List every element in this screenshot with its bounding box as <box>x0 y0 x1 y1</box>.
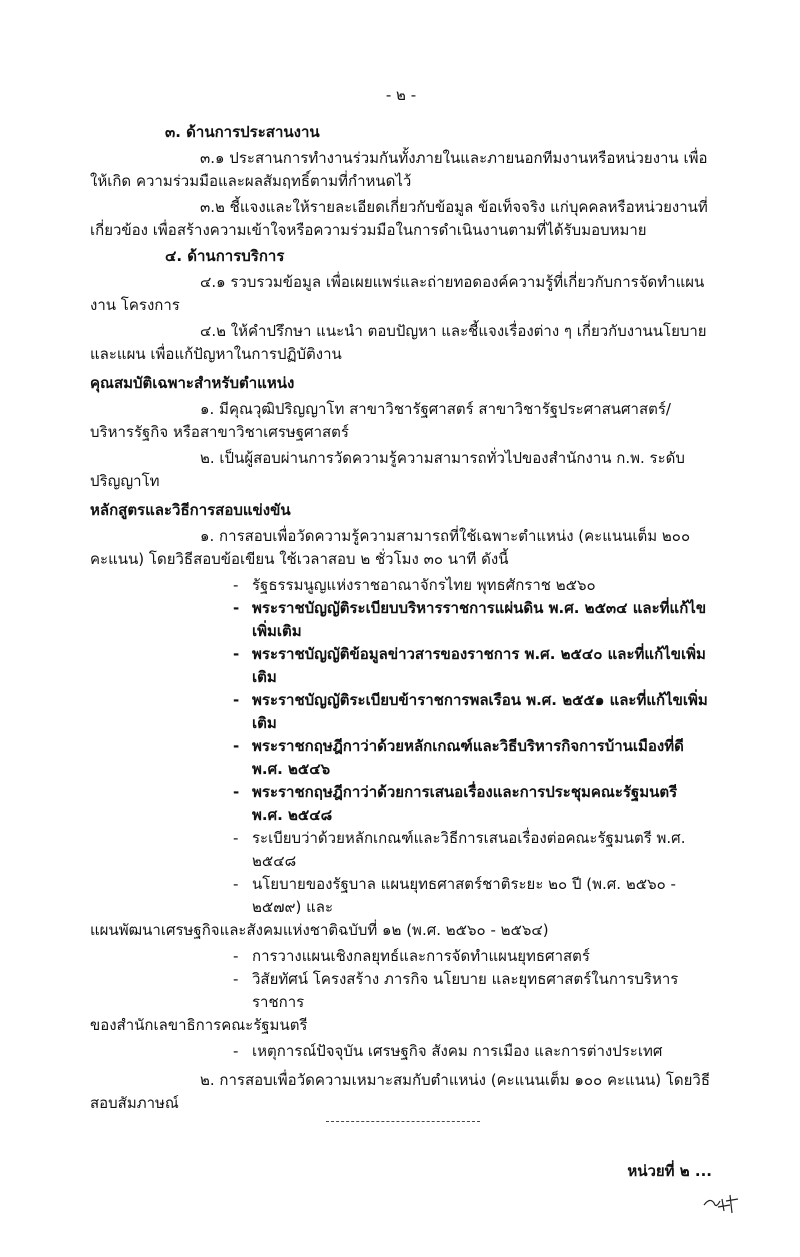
exam-part1-line2: โดยวิธีสอบข้อเขียน ใช้เวลาสอบ ๒ ชั่วโมง ๓๐ นาที ดังนี้ <box>148 550 509 568</box>
topic-text: พระราชกฤษฎีกาว่าด้วยหลักเกณฑ์และวิธีบริหารกิจการบ้านเมืองที่ดี พ.ศ. ๒๕๔๖ <box>252 737 684 778</box>
section-3-2-line1: ๓.๒ ชี้แจงและให้รายละเอียดเกี่ยวกับข้อมูล ข้อเท็จจริง แก่บุคคลหรือหน่วยงานที่เกี่ยวข้อง <box>90 198 708 239</box>
section-divider <box>326 1121 480 1122</box>
topic-item <box>90 1040 712 1063</box>
topic-item <box>90 781 712 827</box>
topic-text: พระราชบัญญัติระเบียบข้าราชการพลเรือน พ.ศ. ๒๕๕๑ และที่แก้ไขเพิ่มเติม <box>252 691 708 732</box>
bullet-dash: - <box>233 645 240 663</box>
bullet-dash: - <box>233 783 240 801</box>
topic-item <box>90 827 712 873</box>
qualification-2: ๒. เป็นผู้สอบผ่านการวัดความรู้ความสามารถทั่วไปของสำนักงาน ก.พ. ระดับปริญญาโท <box>90 449 685 490</box>
topic-text: พระราชบัญญัติข้อมูลข่าวสารของราชการ พ.ศ. ๒๕๔๐ และที่แก้ไขเพิ่มเติม <box>252 645 706 686</box>
topic-item <box>90 574 712 597</box>
topic-text: รัฐธรรมนูญแห่งราชอาณาจักรไทย พุทธศักราช ๒๕๖๐ <box>252 576 596 594</box>
topic-item <box>90 968 712 1014</box>
topic-item <box>90 735 712 781</box>
signature-initials-icon <box>700 1187 740 1217</box>
section-3-2 <box>90 196 712 242</box>
bullet-dash: - <box>233 691 240 709</box>
section-4-2-line2: เพื่อแก้ปัญหาในการปฏิบัติงาน <box>150 345 342 363</box>
section-3-1-line2: ความร่วมมือและผลสัมฤทธิ์ตามที่กำหนดไว้ <box>135 172 412 190</box>
bullet-dash: - <box>233 599 240 617</box>
bullet-dash: - <box>233 737 240 755</box>
qualification-1 <box>90 398 712 444</box>
section-3-2-line2: เพื่อสร้างความเข้าใจหรือความร่วมมือในการดำเนินงานตามที่ได้รับมอบหมาย <box>152 221 647 239</box>
bullet-dash: - <box>233 829 239 847</box>
bullet-dash: - <box>233 1042 239 1060</box>
bullet-dash: - <box>233 576 239 594</box>
qualification-1-line2: หรือสาขาวิชาเศรษฐศาสตร์ <box>172 423 349 441</box>
section-4-2-line1: ๔.๒ ให้คำปรึกษา แนะนำ ตอบปัญหา และชี้แจงเรื่องต่าง ๆ เกี่ยวกับงานนโยบายและแผน <box>90 322 707 363</box>
topic-text: นโยบายของรัฐบาล แผนยุทธศาสตร์ชาติระยะ ๒๐ ปี (พ.ศ. ๒๕๖๐ - ๒๕๗๙) และ <box>252 875 676 916</box>
topic-text: พระราชบัญญัติระเบียบบริหารราชการแผ่นดิน พ.ศ. ๒๕๓๔ และที่แก้ไขเพิ่มเติม <box>252 599 707 640</box>
exam-part1 <box>90 525 712 571</box>
topic-item <box>90 945 712 968</box>
exam-part1-line1: ๑. การสอบเพื่อวัดความรู้ความสามารถที่ใช้เฉพาะตำแหน่ง (คะแนนเต็ม ๒๐๐ คะแนน) <box>90 527 691 568</box>
exam-part2: ๒. การสอบเพื่อวัดความเหมาะสมกับตำแหน่ง (คะแนนเต็ม ๑๐๐ คะแนน) โดยวิธีสอบสัมภาษณ์ <box>90 1071 711 1112</box>
exam-heading: หลักสูตรและวิธีการสอบแข่งขัน <box>90 501 291 519</box>
section-3-1-line1: ๓.๑ ประสานการทำงานร่วมกันทั้งภายในและภายนอกทีมงานหรือหน่วยงาน เพื่อให้เกิด <box>90 149 708 190</box>
section-4-1-line1: ๔.๑ รวบรวมข้อมูล เพื่อเผยแพร่และถ่ายทอดองค์ความรู้ที่เกี่ยวกับการจัดทำแผนงาน <box>90 273 705 314</box>
section-3-1 <box>90 147 712 193</box>
continuation-note: หน่วยที่ ๒ ... <box>627 1162 712 1180</box>
qualifications-heading: คุณสมบัติเฉพาะสำหรับตำแหน่ง <box>90 374 295 392</box>
qualification-1-line1: ๑. มีคุณวุฒิปริญญาโท สาขาวิชารัฐศาสตร์ สาขาวิชารัฐประศาสนศาสตร์/บริหารรัฐกิจ <box>90 400 671 441</box>
topic-item <box>90 643 712 689</box>
topic-text: พระราชกฤษฎีกาว่าด้วยการเสนอเรื่องและการประชุมคณะรัฐมนตรี พ.ศ. ๒๕๔๘ <box>252 783 678 824</box>
topic-8-continuation: แผนพัฒนาเศรษฐกิจและสังคมแห่งชาติฉบับที่ ๑๒ (พ.ศ. ๒๕๖๐ - ๒๕๖๔) <box>90 921 549 939</box>
page-number: - ๒ - <box>385 86 417 104</box>
topic-text: วิสัยทัศน์ โครงสร้าง ภารกิจ นโยบาย และยุทธศาสตร์ในการบริหารราชการ <box>252 970 679 1011</box>
topic-item <box>90 873 712 919</box>
section-4-1-line2: โครงการ <box>120 296 180 314</box>
section-4-1 <box>90 271 712 317</box>
topic-text: เหตุการณ์ปัจจุบัน เศรษฐกิจ สังคม การเมือง และการต่างประเทศ <box>252 1042 663 1060</box>
topic-item <box>90 597 712 643</box>
bullet-dash: - <box>233 875 239 893</box>
bullet-dash: - <box>233 947 239 965</box>
topic-text: การวางแผนเชิงกลยุทธ์และการจัดทำแผนยุทธศาสตร์ <box>252 947 590 965</box>
section-3-heading: ๓. ด้านการประสานงาน <box>165 123 320 141</box>
topic-text: ระเบียบว่าด้วยหลักเกณฑ์และวิธีการเสนอเรื่องต่อคณะรัฐมนตรี พ.ศ. ๒๕๔๘ <box>252 829 686 870</box>
section-4-2 <box>90 320 712 366</box>
bullet-dash: - <box>233 970 239 988</box>
section-4-heading: ๔. ด้านการบริการ <box>165 247 285 265</box>
topic-10-continuation: ของสำนักเลขาธิการคณะรัฐมนตรี <box>90 1016 308 1034</box>
topic-item <box>90 689 712 735</box>
